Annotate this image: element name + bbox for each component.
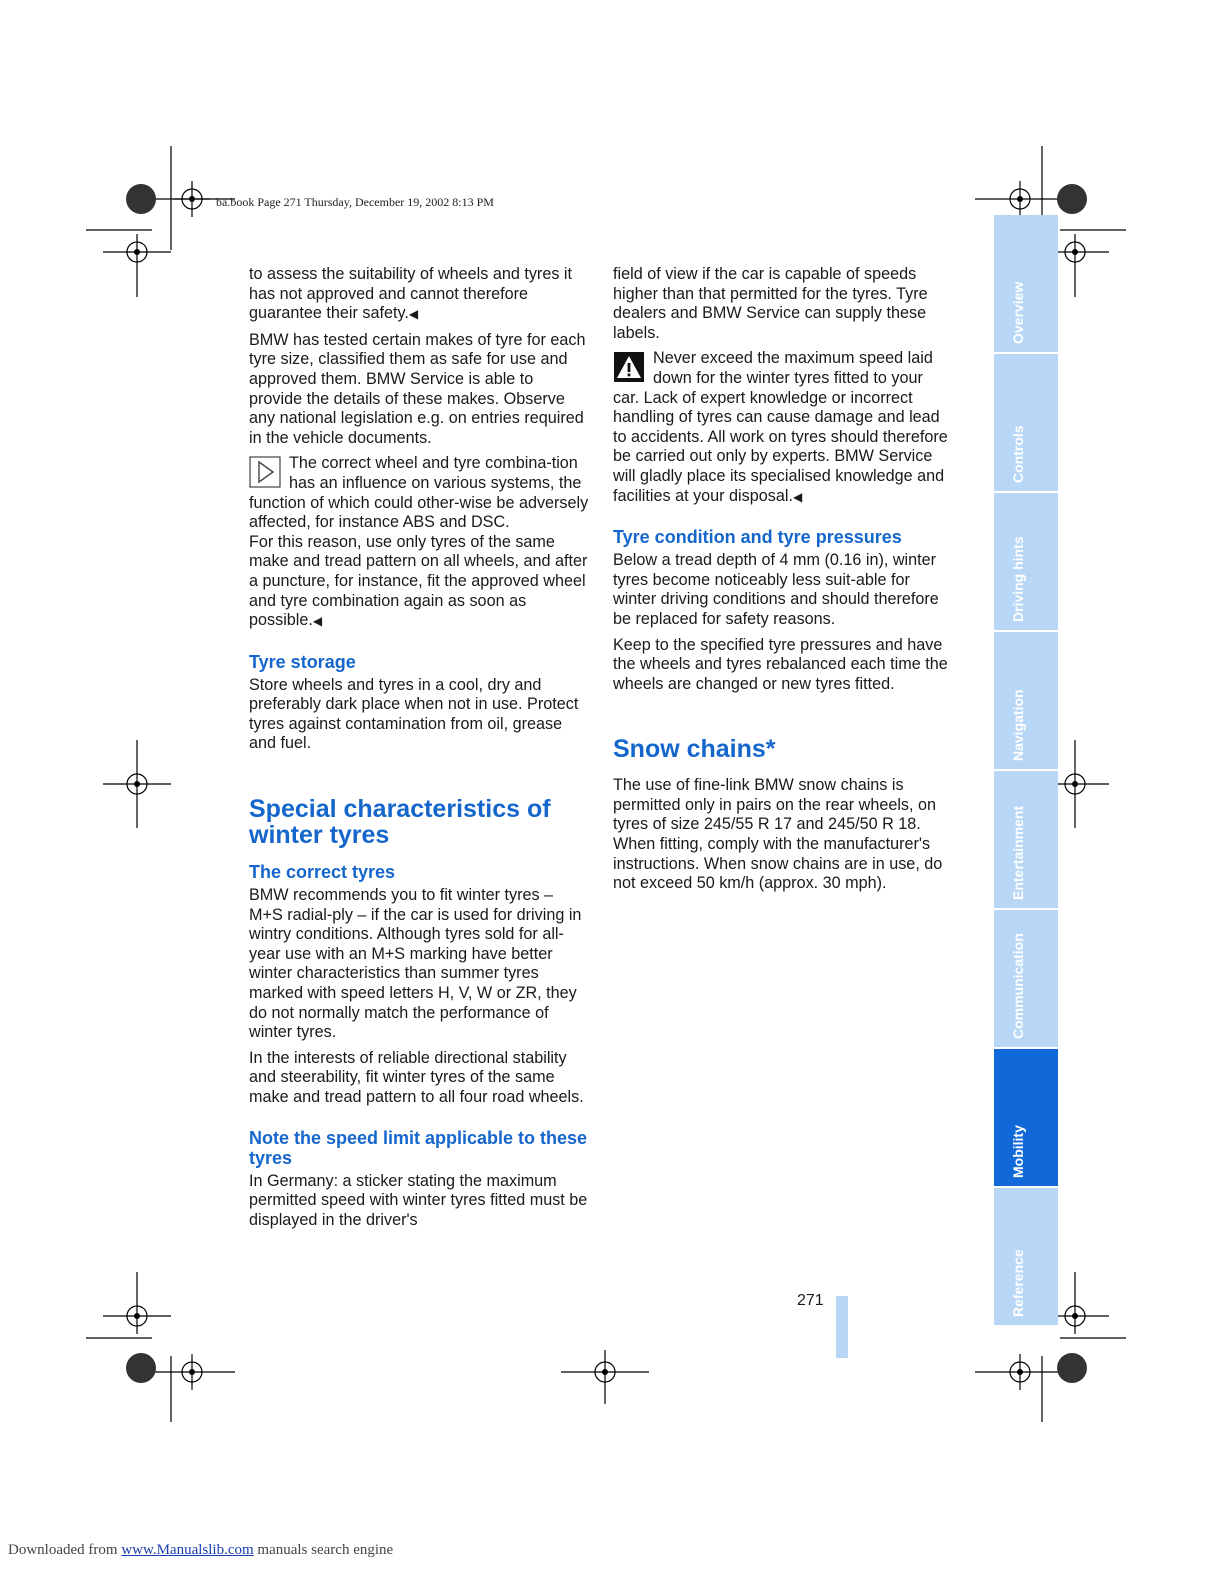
paragraph: Keep to the specified tyre pressures and have the wheels and tyres rebalanced each time the wheels are changed or new tyres fitted. <box>613 635 948 693</box>
paragraph: In Germany: a sticker stating the maximum permitted speed with winter tyres fitted must be displayed in the driver's <box>249 1171 588 1229</box>
right-column <box>613 265 953 900</box>
manualslib-link[interactable]: www.Manualslib.com <box>121 1542 254 1558</box>
chapter-heading: Snow chains* <box>613 735 776 764</box>
paragraph: BMW recommends you to fit winter tyres – M+S radial-ply – if the car is used for driving in wintry conditions. Although tyres sold for all-year use with an M+S marking have better winter characteristics than summer tyres marked with speed letters H, V, W or ZR, they do not normally match the performance of winter tyres. <box>249 886 582 1042</box>
paragraph: field of view if the car is capable of speeds higher than that permitted for the tyres. Tyre dealers and BMW Service can supply these labels. <box>613 265 928 342</box>
tab-communication[interactable]: Communication <box>994 910 1058 1047</box>
tab-mobility[interactable]: Mobility <box>994 1049 1058 1186</box>
tab-controls[interactable]: Controls <box>994 354 1058 491</box>
paragraph: to assess the suitability of wheels and tyres it has not approved and cannot therefore guarantee their safety.◀ <box>249 265 573 323</box>
section-heading: The correct tyres <box>249 862 396 883</box>
paragraph: BMW has tested certain makes of tyre for each tyre size, classified them as safe for use and approved them. BMW Service is able to provide the details of these makes. Observe any national legislation e.g. on entries required in the vehicle documents. <box>249 330 586 447</box>
section-heading: Note the speed limit applicable to these tyres <box>249 1127 588 1168</box>
tab-navigation[interactable]: Navigation <box>994 632 1058 769</box>
warning-icon <box>613 351 645 383</box>
tab-driving-hints[interactable]: Driving hints <box>994 493 1058 630</box>
chapter-heading: Special characteristics of winter tyres <box>249 795 551 850</box>
note-arrow-icon <box>249 456 281 488</box>
chapter-tabs <box>994 215 1058 1327</box>
tab-entertainment[interactable]: Entertainment <box>994 771 1058 908</box>
print-header: ba.book Page 271 Thursday, December 19, 2002 8:13 PM <box>216 195 494 209</box>
section-heading: Tyre condition and tyre pressures <box>613 527 902 548</box>
page-number: 271 <box>797 1292 824 1309</box>
section-heading: Tyre storage <box>249 651 356 672</box>
note-paragraph: The correct wheel and tyre combina-tion has an influence on various systems, the function of which could other-wise be adversely affected, for instance ABS and DSC. <box>249 454 589 532</box>
end-mark-icon: ◀ <box>408 307 419 322</box>
paragraph: Below a tread depth of 4 mm (0.16 in), winter tyres become noticeably less suit-able for winter driving conditions and should therefore be replaced for safety reasons. <box>613 551 939 628</box>
paragraph: For this reason, use only tyres of the same make and tread pattern on all wheels, and after a puncture, for instance, fit the approved wheel and tyre combination again as soon as possible.◀ <box>249 532 588 630</box>
tab-overview[interactable]: Overview <box>994 215 1058 352</box>
paragraph: Store wheels and tyres in a cool, dry and preferably dark place when not in use. Protect tyres against contamination from oil, grease and fuel. <box>249 675 579 753</box>
footer: Downloaded from www.Manualslib.com manuals search engine <box>8 1542 394 1558</box>
warning-paragraph: Never exceed the maximum speed laid down for the winter tyres fitted to your car. Lack of expert knowledge or incorrect handling of tyres can cause damage and lead to accidents. All work on tyres should therefore be carried out only by experts. BMW Service will gladly place its specialised knowledge and facilities at your disposal.◀ <box>613 349 948 505</box>
end-mark-icon: ◀ <box>792 489 803 504</box>
end-mark-icon: ◀ <box>312 614 323 629</box>
paragraph: In the interests of reliable directional stability and steerability, fit winter tyres of the same make and tread pattern to all four road wheels. <box>249 1048 584 1106</box>
left-column <box>249 265 589 1236</box>
page-number-bar <box>836 1296 848 1358</box>
paragraph: The use of fine-link BMW snow chains is permitted only in pairs on the rear wheels, on tyres of size 245/55 R 17 and 245/50 R 18. When fitting, comply with the manufacturer's instructions. When snow chains are in use, do not exceed 50 km/h (approx. 30 mph). <box>613 776 943 893</box>
tab-reference[interactable]: Reference <box>994 1188 1058 1325</box>
